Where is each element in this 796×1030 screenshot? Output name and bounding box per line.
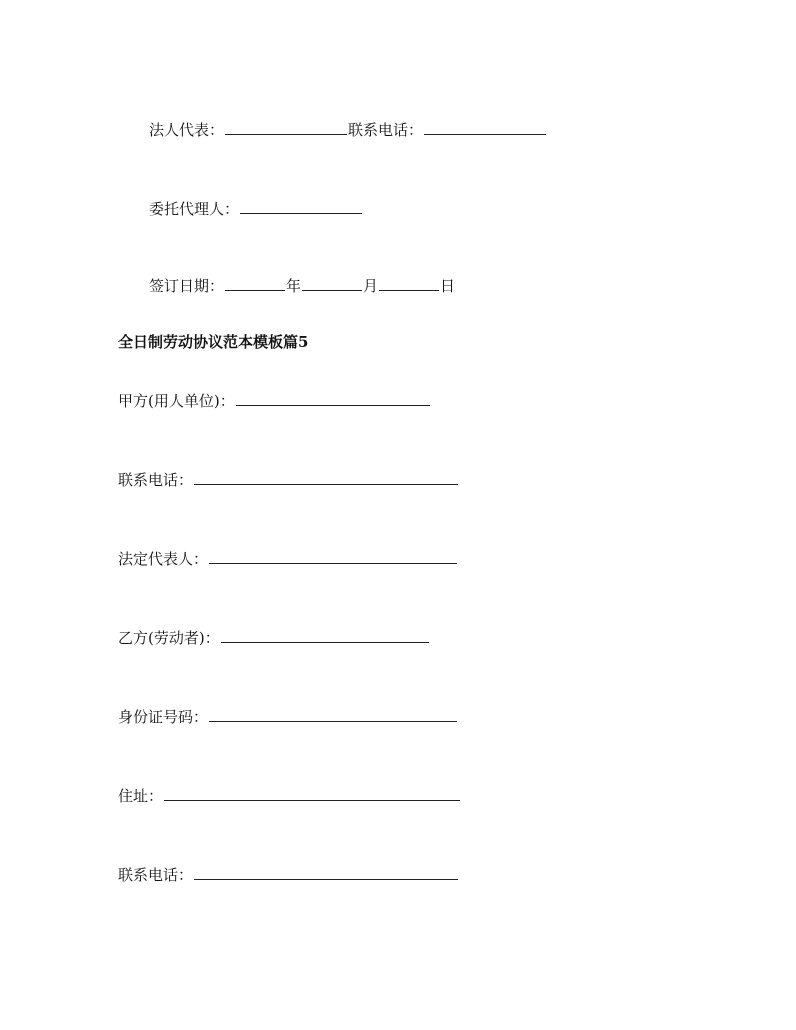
id-number-blank xyxy=(209,706,457,722)
party-a-phone-blank xyxy=(194,469,458,485)
sign-date-label: 签订日期： xyxy=(149,277,225,295)
party-b-line xyxy=(118,627,430,647)
party-a-phone-label: 联系电话： xyxy=(118,471,194,489)
sign-date-line xyxy=(149,275,455,295)
legal-representative-blank xyxy=(209,548,457,564)
party-a-line xyxy=(118,390,431,410)
legal-representative-line xyxy=(118,548,458,568)
month-blank xyxy=(302,275,362,291)
address-label: 住址： xyxy=(118,787,164,805)
party-b-blank xyxy=(221,627,429,643)
year-label: 年 xyxy=(286,277,302,295)
party-a-phone-line xyxy=(118,469,459,489)
address-line xyxy=(118,785,461,805)
id-number-line xyxy=(118,706,458,726)
section-title: 全日制劳动协议范本模板篇5 xyxy=(118,333,309,351)
party-b-label: 乙方(劳动者)： xyxy=(118,629,220,647)
party-a-blank xyxy=(236,390,430,406)
month-label: 月 xyxy=(363,277,379,295)
day-label: 日 xyxy=(440,277,456,295)
day-blank xyxy=(379,275,439,291)
phone-blank xyxy=(424,119,546,135)
id-number-label: 身份证号码： xyxy=(118,708,209,726)
phone-label: 联系电话： xyxy=(348,121,424,139)
legal-rep-blank xyxy=(225,119,347,135)
party-b-phone-label: 联系电话： xyxy=(118,866,194,884)
legal-rep-line xyxy=(149,119,547,139)
party-b-phone-blank xyxy=(194,864,458,880)
legal-rep-label: 法人代表： xyxy=(149,121,225,139)
agent-line xyxy=(149,198,363,218)
year-blank xyxy=(225,275,285,291)
party-a-label: 甲方(用人单位)： xyxy=(118,392,235,410)
agent-label: 委托代理人： xyxy=(149,200,240,218)
legal-representative-label: 法定代表人： xyxy=(118,550,209,568)
address-blank xyxy=(164,785,460,801)
party-b-phone-line xyxy=(118,864,459,884)
agent-blank xyxy=(240,198,362,214)
